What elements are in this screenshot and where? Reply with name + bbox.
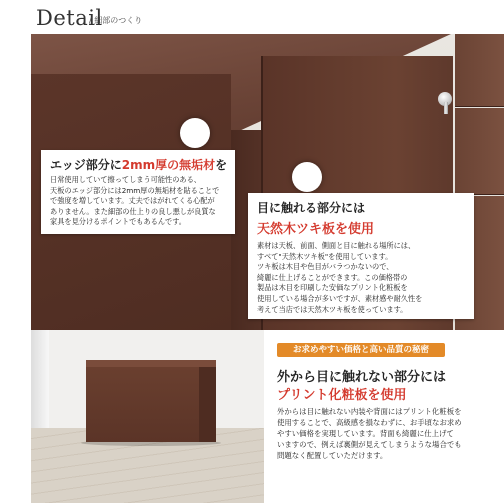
detail-header	[0, 0, 504, 34]
print-board-line: 使用することで、高級感を損なわずに、お手頃なお求め	[277, 418, 462, 427]
edge-callout	[41, 150, 235, 234]
veneer-pointer	[292, 162, 322, 192]
veneer-callout-title: 目に触れる部分には	[257, 201, 366, 215]
edge-callout-line: 天板のエッジ部分には2mm厚の無垢材を貼ることで	[50, 185, 220, 195]
edge-callout-line: 日常使用していて擦ってしまう可能性のある、	[50, 175, 201, 184]
edge-callout-line: ありません。また細部の仕上りの良し悪しが良質な	[50, 206, 216, 216]
edge-pointer	[180, 118, 210, 148]
detail-subtitle: / 細部のつくり	[89, 16, 143, 25]
edge-callout-line: 家具を見分けるポイントでもあるんです。	[50, 217, 186, 227]
veneer-callout-line: すべて"天然木ツキ板"を使用しています。	[257, 251, 393, 261]
cabinet-room-photo	[31, 330, 264, 503]
print-board-line: 外からは目に触れない内装や背面にはプリント化粧板を	[277, 407, 462, 416]
print-board-line: いますので、例えば裏側が見えてしまうような場合でも	[277, 440, 462, 449]
print-board-line: 問題なく配置していただけます。	[277, 451, 388, 460]
print-board-heading: 外から目に触れない部分には	[277, 370, 447, 385]
edge-callout-title: エッジ部分に2mm厚の無垢材を	[50, 158, 228, 172]
veneer-callout-line: 綺麗に仕上げることができます。この価格帯の	[257, 272, 408, 282]
print-board-line: やすい価格を実現しています。背面も綺麗に仕上げて	[277, 429, 454, 438]
print-board-body	[277, 406, 462, 461]
veneer-callout-title-red: 天然木ツキ板を使用	[257, 222, 375, 237]
veneer-callout-line: ツキ板は木目や色目がバラつかないので、	[257, 262, 394, 272]
veneer-callout-line: 製品は木目を印刷した安価なプリント化粧板を	[257, 283, 408, 293]
veneer-callout-line: 使用している場合が多いですが、素材感や耐久性を	[257, 293, 423, 303]
print-board-heading-red: プリント化粧板を使用	[277, 388, 407, 403]
veneer-callout-line: 考えて当店では天然木ツキ板を使っています。	[257, 304, 408, 314]
edge-callout-line: で強度を増しています。丈夫ではがれてくる心配が	[50, 196, 215, 206]
veneer-callout-line: 素材は天板、前面、側面と目に触れる場所には、	[257, 241, 416, 250]
drawer-knob	[438, 92, 452, 106]
veneer-callout	[248, 193, 474, 319]
detail-title: Detail	[36, 6, 103, 30]
price-quality-banner: お求めやすい価格と高い品質の秘密	[277, 343, 445, 357]
